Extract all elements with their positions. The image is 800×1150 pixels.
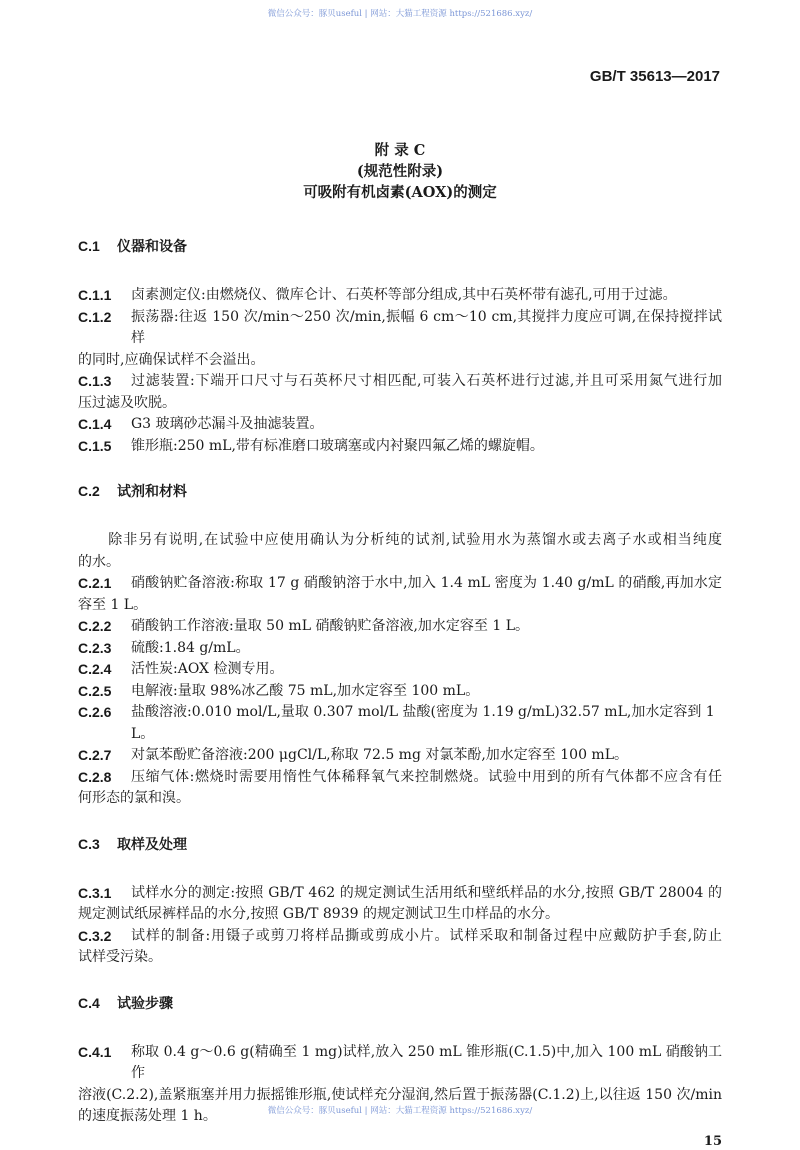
clause-text: 硝酸钠贮备溶液:称取 17 g 硝酸钠溶于水中,加入 1.4 mL 密度为 1.40 g/mL 的硝酸,再加水定 — [131, 575, 722, 591]
watermark-top: 微信公众号：豚贝useful | 网站：大猫工程资源 https://521686.xyz/ — [267, 9, 533, 19]
clause-text: 硝酸钠工作溶液:量取 50 mL 硝酸钠贮备溶液,加水定容至 1 L。 — [131, 618, 530, 634]
clause-item — [78, 926, 722, 948]
clause-item — [78, 573, 722, 595]
section-number: C.3 — [78, 835, 100, 852]
clause-item — [78, 414, 722, 436]
clause-line: 何形态的氯和溴。 — [78, 790, 190, 806]
clause-line: 容至 1 L。 — [78, 596, 148, 613]
clause-line: 规定测试纸尿裤样品的水分,按照 GB/T 8939 的规定测试卫生巾样品的水分。 — [78, 906, 559, 922]
annex-title: 可吸附有机卤素(AOX)的测定 — [303, 184, 497, 201]
intro-line: 的水。 — [78, 553, 120, 570]
clause-item — [78, 702, 722, 745]
clause-item — [78, 307, 722, 350]
clause-item — [78, 883, 722, 905]
clause-number: C.2.5 — [78, 682, 112, 699]
section-title: 试验步骤 — [117, 995, 173, 1012]
clause-text: 压缩气体:燃烧时需要用惰性气体稀释氧气来控制燃烧。试验中用到的所有气体都不应含有任 — [131, 768, 722, 785]
section-heading — [78, 236, 722, 258]
section-number: C.4 — [78, 994, 100, 1011]
clause-number: C.2.4 — [78, 661, 112, 677]
clause-line: 压过滤及吹脱。 — [78, 394, 176, 411]
document-body — [78, 236, 722, 1150]
clause-number: C.3.2 — [78, 927, 112, 944]
section-number: C.2 — [78, 483, 100, 499]
clause-number: C.2.1 — [78, 575, 112, 591]
clause-number: C.2.2 — [78, 618, 112, 634]
section-heading — [78, 834, 722, 856]
section-title: 取样及处理 — [117, 836, 187, 853]
clause-number: C.2.7 — [78, 747, 112, 763]
clause-number: C.1.4 — [78, 416, 112, 432]
section-heading — [78, 993, 722, 1015]
clause-item — [78, 616, 722, 638]
clause-text: 试样水分的测定:按照 GB/T 462 的规定测试生活用纸和壁纸样品的水分,按照 GB/T 28004 的 — [131, 884, 722, 901]
section-heading — [78, 481, 722, 503]
clause-text: 试样的制备:用镊子或剪刀将样品撕或剪成小片。试样采取和制备过程中应戴防护手套,防止 — [131, 927, 722, 944]
clause-line: 溶液(C.2.2),盖紧瓶塞并用力振摇锥形瓶,使试样充分湿润,然后置于振荡器(C.1.2)上,以往返 150 次/min — [78, 1086, 722, 1103]
clause-line: 试样受污染。 — [78, 949, 162, 965]
clause-item — [78, 767, 722, 789]
watermark-bottom: 微信公众号：豚贝useful | 网站：大猫工程资源 https://521686.xyz/ — [267, 1106, 533, 1116]
clause-item — [78, 285, 722, 307]
clause-item — [78, 436, 722, 458]
clause-text: 卤素测定仪:由燃烧仪、微库仑计、石英杯等部分组成,其中石英杯带有滤孔,可用于过滤。 — [131, 287, 677, 303]
clause-item — [78, 659, 722, 681]
clause-number: C.3.1 — [78, 884, 112, 901]
clause-text: 锥形瓶:250 mL,带有标准磨口玻璃塞或内衬聚四氟乙烯的螺旋帽。 — [131, 437, 544, 454]
clause-text: 称取 0.4 g～0.6 g(精确至 1 mg)试样,放入 250 mL 锥形瓶(C.1.5)中,加入 100 mL 硝酸钠工作 — [131, 1043, 722, 1081]
clause-text: 硫酸:1.84 g/mL。 — [131, 639, 250, 656]
annex-type: (规范性附录) — [356, 163, 444, 180]
section-title: 试剂和材料 — [117, 484, 187, 500]
section-number: C.1 — [78, 238, 100, 254]
section-title: 仪器和设备 — [117, 239, 187, 255]
clause-number: C.1.3 — [78, 373, 112, 389]
clause-item — [78, 681, 722, 703]
clause-number: C.2.3 — [78, 639, 112, 656]
clause-item — [78, 745, 722, 767]
annex-label: 附 录 C — [374, 142, 426, 159]
clause-number: C.1.1 — [78, 287, 112, 303]
clause-text: 盐酸溶液:0.010 mol/L,量取 0.307 mol/L 盐酸(密度为 1.19 g/mL)32.57 mL,加水定容到 1 L。 — [131, 704, 715, 742]
clause-number: C.2.8 — [78, 768, 112, 785]
clause-text: 活性炭:AOX 检测专用。 — [131, 661, 284, 677]
standard-code: GB/T 35613—2017 — [589, 68, 720, 85]
clause-line: 的同时,应确保试样不会溢出。 — [78, 351, 265, 368]
clause-number: C.4.1 — [78, 1043, 112, 1060]
clause-line: 的速度振荡处理 1 h。 — [78, 1108, 217, 1124]
clause-text: 对氯苯酚贮备溶液:200 μgCl/L,称取 72.5 mg 对氯苯酚,加水定容至 100 mL。 — [131, 747, 629, 763]
clause-text: G3 玻璃砂芯漏斗及抽滤装置。 — [131, 416, 324, 432]
page-number: 15 — [703, 1133, 722, 1149]
clause-text: 过滤装置:下端开口尺寸与石英杯尺寸相匹配,可装入石英杯进行过滤,并且可采用氮气进行加 — [131, 373, 722, 389]
clause-item — [78, 371, 722, 393]
clause-number: C.1.5 — [78, 437, 112, 454]
clause-number: C.2.6 — [78, 704, 112, 720]
clause-number: C.1.2 — [78, 308, 112, 325]
clause-item — [78, 1042, 722, 1085]
intro-line: 除非另有说明,在试验中应使用确认为分析纯的试剂,试验用水为蒸馏水或去离子水或相当纯度 — [78, 532, 722, 548]
clause-item — [78, 638, 722, 660]
clause-text: 电解液:量取 98%冰乙酸 75 mL,加水定容至 100 mL。 — [131, 682, 480, 699]
clause-text: 振荡器:往返 150 次/min～250 次/min,振幅 6 cm～10 cm,其搅拌力度应可调,在保持搅拌试样 — [131, 308, 722, 346]
